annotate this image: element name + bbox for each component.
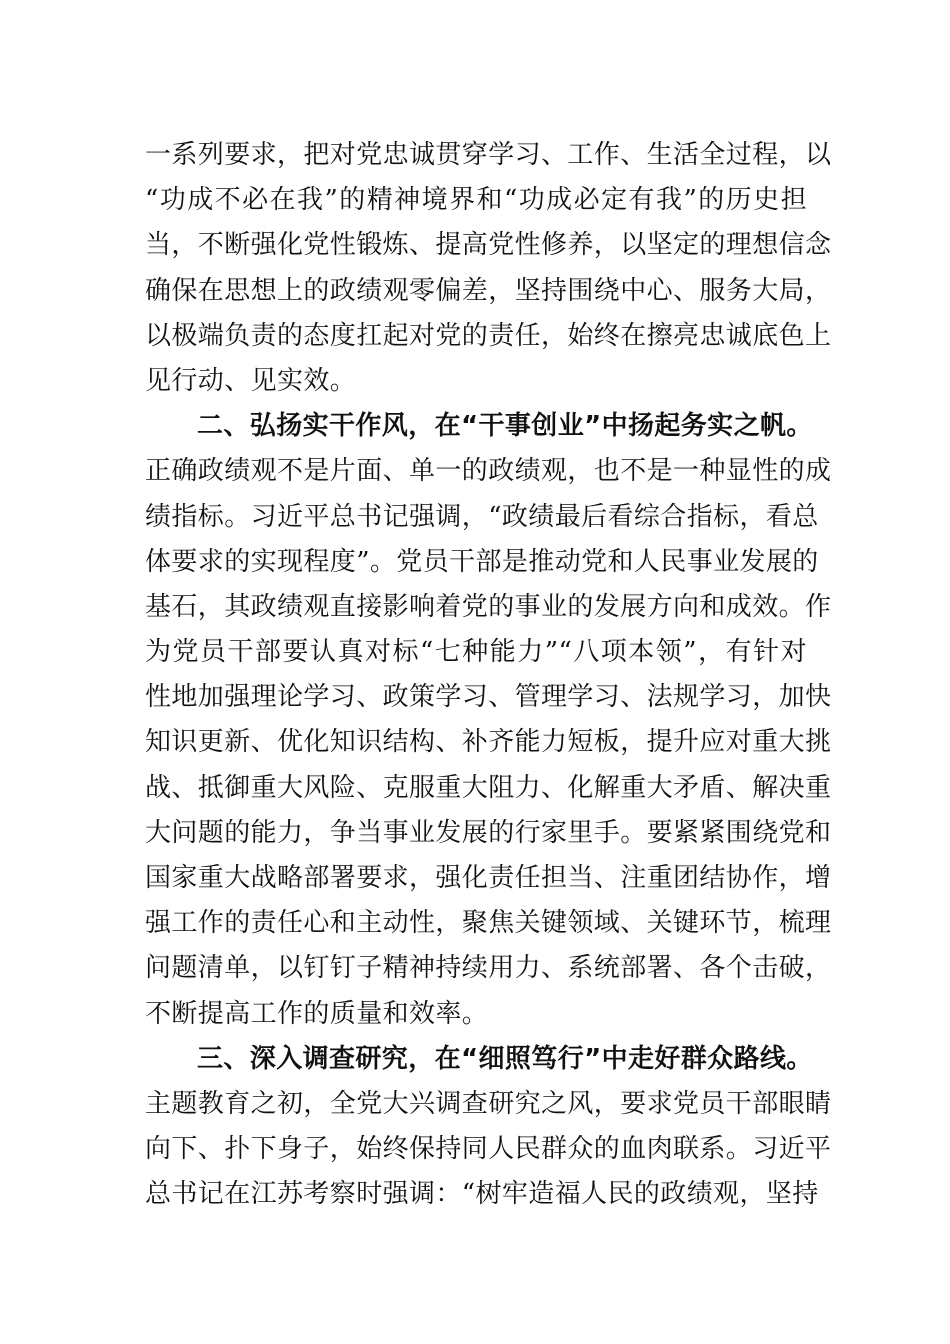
section-heading: 三、深入调查研究，在“细照笃行”中走好群众路线。 bbox=[197, 1043, 813, 1074]
text-line: 战、抵御重大风险、克服重大阻力、化解重大矛盾、解决重 bbox=[145, 772, 832, 803]
text-line: 不断提高工作的质量和效率。 bbox=[145, 998, 489, 1029]
text-line: 见行动、见实效。 bbox=[145, 365, 357, 396]
text-line: 为党员干部要认真对标“七种能力”“八项本领”，有针对 bbox=[145, 637, 807, 668]
text-line: 问题清单，以钉钉子精神持续用力、系统部署、各个击破， bbox=[145, 953, 832, 984]
text-line: 以极端负责的态度扛起对党的责任，始终在擦亮忠诚底色上 bbox=[145, 320, 832, 351]
text-line: 总书记在江苏考察时强调：“树牢造福人民的政绩观，坚持 bbox=[145, 1179, 819, 1210]
text-line: 知识更新、优化知识结构、补齐能力短板，提升应对重大挑 bbox=[145, 727, 832, 758]
text-line: 确保在思想上的政绩观零偏差，坚持围绕中心、服务大局， bbox=[145, 275, 832, 306]
text-line: 国家重大战略部署要求，强化责任担当、注重团结协作，增 bbox=[145, 863, 832, 893]
text-line: 一系列要求，把对党忠诚贯穿学习、工作、生活全过程，以 bbox=[145, 140, 832, 170]
text-line: 正确政绩观不是片面、单一的政绩观，也不是一种显性的成 bbox=[145, 456, 832, 487]
section-3 bbox=[145, 1037, 832, 1218]
text-line: 当，不断强化党性锻炼、提高党性修养，以坚定的理想信念 bbox=[145, 230, 832, 261]
paragraph-1 bbox=[145, 133, 832, 404]
text-line: 体要求的实现程度”。党员干部是推动党和人民事业发展的 bbox=[145, 546, 819, 577]
text-line: 绩指标。习近平总书记强调，“政绩最后看综合指标，看总 bbox=[145, 501, 819, 532]
text-line: “功成不必在我”的精神境界和“功成必定有我”的历史担 bbox=[145, 185, 807, 216]
section-heading: 二、弘扬实干作风，在“干事创业”中扬起务实之帆。 bbox=[197, 411, 813, 442]
text-line: 主题教育之初，全党大兴调查研究之风，要求党员干部眼睛 bbox=[145, 1088, 832, 1119]
text-line: 强工作的责任心和主动性，聚焦关键领域、关键环节，梳理 bbox=[145, 908, 832, 939]
section-2 bbox=[145, 404, 832, 1037]
text-line: 基石，其政绩观直接影响着党的事业的发展方向和成效。作 bbox=[145, 591, 832, 622]
text-line: 性地加强理论学习、政策学习、管理学习、法规学习，加快 bbox=[145, 682, 832, 713]
text-line: 向下、扑下身子，始终保持同人民群众的血肉联系。习近平 bbox=[145, 1134, 832, 1165]
document-body bbox=[145, 133, 832, 1218]
text-line: 大问题的能力，争当事业发展的行家里手。要紧紧围绕党和 bbox=[145, 817, 832, 848]
